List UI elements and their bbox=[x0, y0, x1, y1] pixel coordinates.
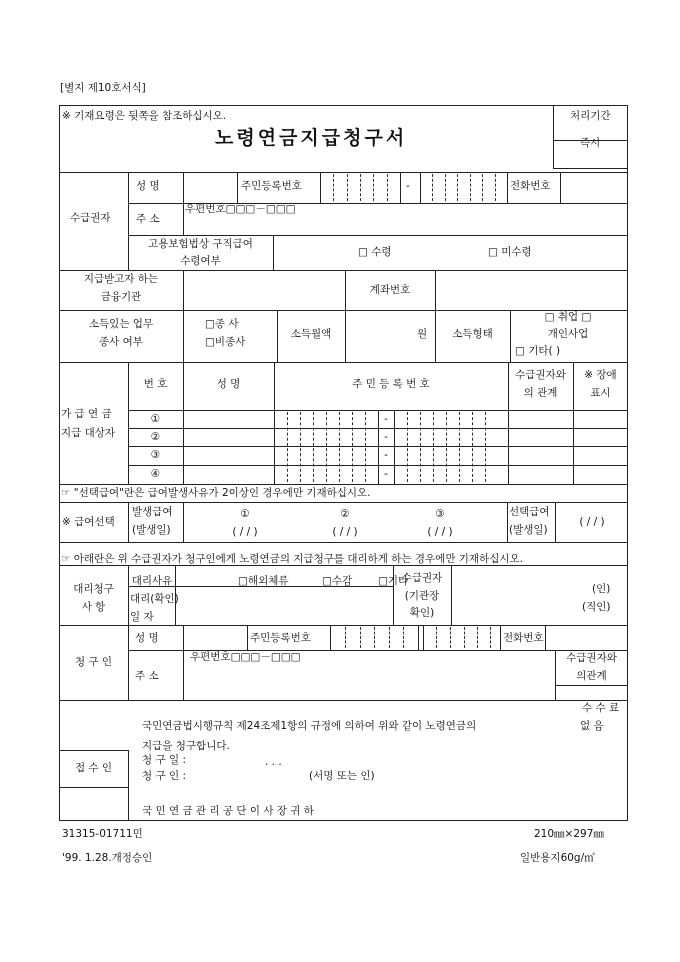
claimant-name-label: 성 명 bbox=[135, 632, 159, 644]
grid-line bbox=[59, 105, 60, 820]
disability-header-1: ※ 장애 bbox=[584, 369, 617, 381]
digit-separator bbox=[459, 412, 460, 482]
processing-period-label: 처리기간 bbox=[570, 110, 611, 122]
form-code: 31315-01711민 bbox=[62, 828, 143, 840]
proxy-label-1: 대리청구 bbox=[73, 583, 114, 595]
digit-separator bbox=[374, 627, 375, 648]
relation-header-2: 의 관계 bbox=[523, 387, 558, 399]
claimant-relation-1: 수급권자와 bbox=[566, 652, 617, 664]
grid-line bbox=[59, 362, 628, 363]
digit-separator bbox=[373, 174, 374, 201]
grid-line bbox=[59, 484, 628, 485]
dependents-label-2: 지급 대상자 bbox=[61, 427, 116, 439]
digit-separator bbox=[326, 412, 327, 482]
dependent-row-number: ② bbox=[150, 431, 161, 443]
rrn-dash: - bbox=[384, 468, 388, 480]
digit-separator bbox=[387, 174, 388, 201]
won-unit: 원 bbox=[417, 328, 428, 340]
recipient-name-field[interactable] bbox=[183, 175, 237, 203]
proxy-date-label-1: 대리(확인) bbox=[130, 593, 179, 605]
rrn-dash: - bbox=[384, 413, 388, 425]
address-label: 주 소 bbox=[136, 213, 160, 225]
digit-separator bbox=[407, 412, 408, 482]
rrn-dash: - bbox=[384, 431, 388, 443]
relation-header-1: 수급권자와 bbox=[515, 369, 566, 381]
seal-mark: (인) bbox=[592, 583, 611, 595]
digit-separator bbox=[472, 412, 473, 482]
engaged-checkbox[interactable]: □종 사 bbox=[205, 318, 239, 330]
grid-line bbox=[59, 787, 128, 788]
fee-value: 없 음 bbox=[580, 720, 604, 732]
grid-line bbox=[345, 310, 346, 362]
grid-line bbox=[59, 105, 628, 106]
name-label: 성 명 bbox=[136, 180, 160, 192]
rrn-header: 주 민 등 록 번 호 bbox=[352, 378, 430, 390]
digit-separator bbox=[352, 412, 353, 482]
digit-separator bbox=[432, 174, 433, 201]
confirm-label-1: 수급권자 bbox=[401, 572, 443, 584]
grid-line bbox=[420, 172, 421, 203]
grid-line bbox=[183, 625, 184, 700]
digit-separator bbox=[450, 627, 451, 648]
grid-line bbox=[59, 700, 628, 701]
digit-separator bbox=[287, 412, 288, 482]
digit-separator bbox=[360, 627, 361, 648]
insurance-question-2: 수령여부 bbox=[180, 255, 221, 267]
grid-line bbox=[435, 270, 436, 310]
abroad-checkbox[interactable]: □해외체류 bbox=[238, 575, 289, 587]
grid-line bbox=[59, 750, 128, 751]
grid-line bbox=[237, 172, 238, 203]
dependent-row-number: ③ bbox=[150, 449, 161, 461]
paper-size: 210㎜×297㎜ bbox=[534, 828, 604, 840]
grid-line bbox=[627, 105, 628, 820]
name-header: 성 명 bbox=[216, 378, 241, 390]
grid-line bbox=[394, 410, 395, 484]
income-label-1: 소득있는 업무 bbox=[88, 318, 154, 330]
digit-separator bbox=[446, 412, 447, 482]
grid-line bbox=[59, 820, 628, 821]
claimant-sign-label: 청 구 인 : bbox=[142, 770, 186, 782]
digit-separator bbox=[477, 627, 478, 648]
grid-line bbox=[330, 625, 331, 650]
claimant-postal-field[interactable]: 우편번호□□□－□□□ bbox=[190, 651, 301, 663]
recipient-section-label: 수급권자 bbox=[70, 212, 111, 224]
grid-line bbox=[59, 270, 628, 271]
prison-checkbox[interactable]: □수감 bbox=[322, 575, 353, 587]
grid-line bbox=[500, 625, 501, 650]
grid-line bbox=[545, 625, 546, 650]
benefit-date-3[interactable]: ( / / ) bbox=[427, 526, 453, 538]
benefit-date-2[interactable]: ( / / ) bbox=[332, 526, 358, 538]
rrn-label: 주민등록번호 bbox=[241, 180, 302, 192]
digit-separator bbox=[300, 412, 301, 482]
other-income-checkbox[interactable]: □ 기타( ) bbox=[515, 345, 561, 357]
grid-line bbox=[183, 502, 184, 542]
digit-separator bbox=[389, 627, 390, 648]
received-checkbox[interactable]: □ 수령 bbox=[358, 246, 392, 258]
digit-separator bbox=[339, 412, 340, 482]
income-label-2: 종사 여부 bbox=[99, 336, 143, 348]
monthly-income-label: 소득월액 bbox=[290, 328, 332, 340]
dependent-row-number: ④ bbox=[150, 468, 161, 480]
digit-separator bbox=[457, 174, 458, 201]
statement-line-2: 지급을 청구합니다. bbox=[142, 740, 230, 752]
digit-separator bbox=[436, 627, 437, 648]
digit-separator bbox=[490, 627, 491, 648]
income-type-label: 소득형태 bbox=[452, 328, 493, 340]
digit-separator bbox=[333, 174, 334, 201]
grid-line bbox=[128, 750, 129, 820]
grid-line bbox=[320, 172, 321, 203]
not-received-checkbox[interactable]: □ 미수령 bbox=[488, 246, 532, 258]
benefit-date-1[interactable]: ( / / ) bbox=[232, 526, 258, 538]
claimant-rrn-label: 주민등록번호 bbox=[250, 632, 311, 644]
digit-separator bbox=[345, 627, 346, 648]
proxy-reason-label: 대리사유 bbox=[131, 575, 173, 587]
claimant-address-label: 주 소 bbox=[135, 670, 159, 682]
benefit-number-1: ① bbox=[240, 508, 250, 520]
grid-line bbox=[247, 625, 248, 650]
signature-field[interactable]: (서명 또는 인) bbox=[309, 770, 375, 782]
grid-line bbox=[507, 172, 508, 203]
digit-separator bbox=[445, 174, 446, 201]
selected-benefit-date[interactable]: ( / / ) bbox=[579, 516, 605, 528]
benefit-number-3: ③ bbox=[435, 508, 445, 520]
digit-separator bbox=[420, 412, 421, 482]
form-label: [별지 제10호서식] bbox=[60, 82, 146, 94]
occurred-benefit-label: 발생급여 bbox=[132, 506, 173, 518]
grid-line bbox=[183, 310, 184, 362]
digit-separator bbox=[403, 627, 404, 648]
occurred-date-label: (발생일) bbox=[132, 524, 171, 536]
grid-line bbox=[507, 502, 508, 542]
grid-line bbox=[553, 105, 554, 168]
dependents-label-1: 가 급 연 금 bbox=[61, 408, 112, 420]
grid-line bbox=[128, 502, 129, 542]
selection-notice: ☞ "선택급여"란은 급여발생사유가 2이상인 경우에만 기재하십시오. bbox=[61, 487, 371, 499]
grid-line bbox=[59, 502, 628, 503]
postal-code-field[interactable]: 우편번호□□□－□□□ bbox=[185, 203, 296, 215]
paper-type: 일반용지60g/㎡ bbox=[520, 852, 595, 864]
benefit-selection-label: ※ 급여선택 bbox=[62, 516, 115, 528]
benefit-number-2: ② bbox=[340, 508, 350, 520]
dependent-row-number: ① bbox=[150, 413, 161, 425]
grid-line bbox=[273, 235, 274, 270]
grid-line bbox=[59, 625, 628, 626]
selected-date-label: (발생일) bbox=[509, 524, 548, 536]
claimant-relation-2: 의관계 bbox=[576, 670, 607, 682]
confirm-label-2: (기관장 bbox=[404, 590, 440, 602]
form-title: 노령연금지급청구서 bbox=[215, 127, 408, 149]
grid-line bbox=[553, 168, 628, 169]
digit-separator bbox=[485, 412, 486, 482]
digit-separator bbox=[365, 412, 366, 482]
digit-separator bbox=[360, 174, 361, 201]
grid-line bbox=[400, 172, 401, 203]
official-seal-mark: (직인) bbox=[582, 601, 611, 613]
number-header: 번 호 bbox=[143, 378, 168, 390]
claim-date-label: 청 구 일 : bbox=[142, 754, 186, 766]
recipient-phone-field[interactable] bbox=[560, 175, 626, 203]
confirm-label-3: 확인) bbox=[409, 607, 435, 619]
grid-line bbox=[128, 235, 628, 236]
claimant-section-label: 청 구 인 bbox=[74, 656, 113, 668]
digit-separator bbox=[482, 174, 483, 201]
instruction-note: ※ 기재요령은 뒷쪽을 참조하십시오. bbox=[62, 110, 227, 122]
fee-label: 수 수 료 bbox=[582, 702, 620, 714]
digit-separator bbox=[464, 627, 465, 648]
digit-separator bbox=[313, 412, 314, 482]
insurance-question-1: 고용보험법상 구직급여 bbox=[148, 238, 253, 250]
claimant-phone-label: 전화번호 bbox=[503, 632, 544, 644]
other-reason-checkbox[interactable]: □기타 bbox=[378, 575, 409, 587]
rrn-dash: - bbox=[384, 449, 388, 461]
digit-separator bbox=[470, 174, 471, 201]
grid-line bbox=[59, 542, 628, 543]
bank-label-2: 금융기관 bbox=[100, 291, 142, 303]
grid-line bbox=[183, 270, 184, 310]
disability-header-2: 표시 bbox=[590, 387, 611, 399]
digit-separator bbox=[433, 412, 434, 482]
addressee: 국 민 연 금 관 리 공 단 이 사 장 귀 하 bbox=[142, 805, 314, 817]
self-employed-label: 개인사업 bbox=[547, 328, 589, 340]
grid-line bbox=[451, 565, 452, 625]
rrn-dash: - bbox=[406, 180, 410, 192]
proxy-notice: ☞ 아래란은 위 수급권자가 청구인에게 노령연금의 지급청구를 대리하게 하는 경우에만 기재하십시오. bbox=[61, 553, 523, 565]
grid-line bbox=[423, 625, 424, 650]
processing-period-value: 즉시 bbox=[580, 137, 601, 149]
proxy-label-2: 사 항 bbox=[81, 601, 106, 613]
employment-checkbox[interactable]: □ 취업 □ bbox=[544, 311, 592, 323]
receiver-label: 접 수 인 bbox=[74, 762, 113, 774]
digit-separator bbox=[347, 174, 348, 201]
grid-line bbox=[128, 565, 129, 625]
grid-line bbox=[128, 625, 129, 700]
claim-date-field[interactable]: . . . bbox=[265, 756, 282, 768]
approval-date: '99. 1.28.개정승인 bbox=[62, 852, 153, 864]
not-engaged-checkbox[interactable]: □비종사 bbox=[205, 336, 246, 348]
selected-benefit-label: 선택급여 bbox=[509, 506, 550, 518]
digit-separator bbox=[495, 174, 496, 201]
grid-line bbox=[418, 625, 419, 650]
grid-line bbox=[59, 172, 628, 173]
proxy-date-label-2: 일 자 bbox=[130, 611, 154, 623]
grid-line bbox=[555, 685, 628, 686]
statement-line-1: 국민연금법시행규칙 제24조제1항의 규정에 의하여 위와 같이 노령연금의 bbox=[142, 720, 477, 732]
bank-label-1: 지급받고자 하는 bbox=[83, 273, 159, 285]
account-label: 계좌번호 bbox=[369, 284, 411, 296]
phone-label: 전화번호 bbox=[510, 180, 551, 192]
